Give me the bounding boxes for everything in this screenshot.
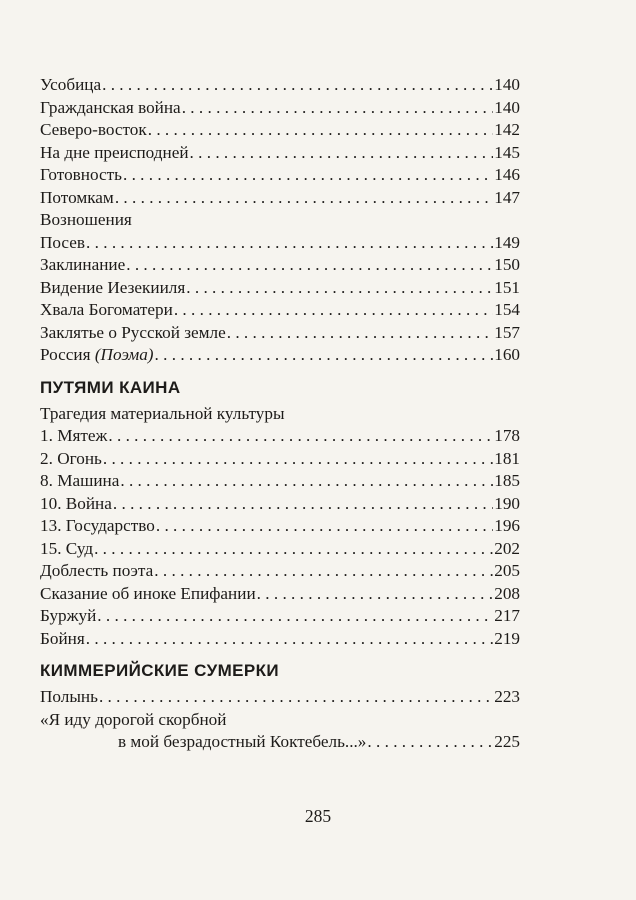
toc-entry [40,628,520,651]
toc-entry-page: 217 [494,606,520,625]
toc-entry-title: в мой безрадостный Коктебель...» [118,732,367,751]
toc-entry-title: Посев [40,232,86,252]
toc-entry-page: 150 [494,255,520,274]
page-number: 285 [304,806,332,826]
leader-dots [227,322,494,345]
toc-entry-page: 146 [494,165,520,184]
leader-dots [155,344,494,367]
toc-entry [40,254,520,277]
toc-entry [40,187,520,210]
toc-entry-title: 15. Суд [40,538,94,558]
section-heading: КИММЕРИЙСКИЕ СУМЕРКИ [40,661,280,680]
leader-dots [148,119,493,142]
toc-entry-title: Заклинание [40,255,126,274]
toc-entry-title: 8. Машина [40,471,120,490]
toc-entry-title: Северо-восток [40,120,147,139]
toc-entry-title: 10. Война [40,493,112,513]
toc-block-3 [40,686,520,754]
toc-entry-page: 160 [494,345,520,364]
toc-entry-title: Заклятье о Русской земле [40,322,226,342]
toc-entry [40,277,520,300]
toc-entry-page: 157 [494,322,520,342]
toc-entry [40,119,520,142]
toc-entry-page: 140 [494,75,520,94]
toc-entry-title: Буржуй [40,606,97,625]
toc-entry-title: Усобица [40,75,102,94]
leader-dots [156,515,493,538]
toc-entry-title-main: Россия [40,345,91,364]
toc-entry [40,538,520,561]
toc-entry-title: На дне преисподней [40,142,189,162]
toc-entry-page: 140 [494,97,520,117]
toc-entry-page: 151 [494,277,520,297]
toc-entry-page: 145 [494,142,520,162]
toc-entry-page: 178 [494,426,520,445]
toc-entry-page: 202 [494,538,520,558]
toc-entry [40,164,520,187]
leader-dots [186,277,493,300]
toc-entry [40,322,520,345]
toc-entry [40,686,520,709]
toc-entry [40,232,520,255]
leader-dots [257,583,494,606]
toc-entry [40,97,520,120]
toc-entry [40,425,520,448]
toc-entry [40,583,520,606]
toc-entry [40,605,520,628]
toc-entry-title-italic: (Поэма) [94,345,154,364]
toc-entry [40,493,520,516]
leader-dots [190,142,494,165]
toc-entry-title: 1. Мятеж [40,426,108,445]
toc-entry-title: Видение Иезекииля [40,277,186,297]
leader-dots [94,538,493,561]
leader-dots [120,470,493,493]
leader-dots [86,628,493,651]
leader-dots [97,605,493,628]
toc-entry [40,470,520,493]
toc-entry-title: Хвала Богоматери [40,300,173,319]
toc-entry-title [40,344,154,367]
toc-entry-page: 190 [494,493,520,513]
toc-entry-page: 149 [494,232,520,252]
toc-entry-title: Бойня [40,628,85,648]
toc-entry-page: 219 [494,628,520,648]
toc-entry-page: 154 [494,300,520,319]
toc-block-1 [40,74,520,367]
leader-dots [103,448,493,471]
toc-entry [40,560,520,583]
toc-entry-title: 2. Огонь [40,448,102,468]
toc-entry-page: 208 [494,583,520,603]
toc-block-2 [40,425,520,650]
toc-entry-title: Сказание об иноке Епифании [40,583,256,603]
toc-entry-title: «Я иду дорогой скорбной [40,709,227,729]
toc-entry [40,74,520,97]
toc-entry-page: 205 [494,561,520,580]
toc-entry [40,344,520,367]
toc-entry-title: Полынь [40,687,98,706]
table-of-contents [40,74,520,754]
leader-dots [99,686,493,709]
section-subheading: Трагедия материальной культуры [40,403,285,423]
leader-dots [126,254,493,277]
section-heading: ПУТЯМИ КАИНА [40,377,181,397]
leader-dots [115,187,493,210]
toc-entry [40,448,520,471]
toc-entry-no-page [40,209,520,232]
toc-entry-page: 223 [494,687,520,706]
toc-entry [40,515,520,538]
toc-entry-page: 142 [494,120,520,139]
toc-entry-line-2 [40,731,520,754]
toc-entry-title: Готовность [40,165,122,184]
toc-entry [40,299,520,322]
toc-entry [40,142,520,165]
toc-entry-page: 196 [494,516,520,535]
toc-entry-title: Доблесть поэта [40,561,154,580]
leader-dots [154,560,493,583]
toc-entry-page: 225 [494,732,520,751]
toc-entry-line-1 [40,709,520,732]
toc-entry-page: 181 [494,448,520,468]
leader-dots [123,164,493,187]
leader-dots [182,97,494,120]
leader-dots [86,232,493,255]
leader-dots [367,731,493,754]
toc-entry-title: 13. Государство [40,516,155,535]
toc-entry-title: Возношения [40,210,132,229]
leader-dots [102,74,493,97]
leader-dots [174,299,493,322]
leader-dots [113,493,493,516]
toc-entry-page: 147 [494,187,520,207]
toc-entry-title: Гражданская война [40,97,181,117]
toc-entry-page: 185 [494,471,520,490]
leader-dots [108,425,493,448]
toc-entry-title: Потомкам [40,187,114,207]
